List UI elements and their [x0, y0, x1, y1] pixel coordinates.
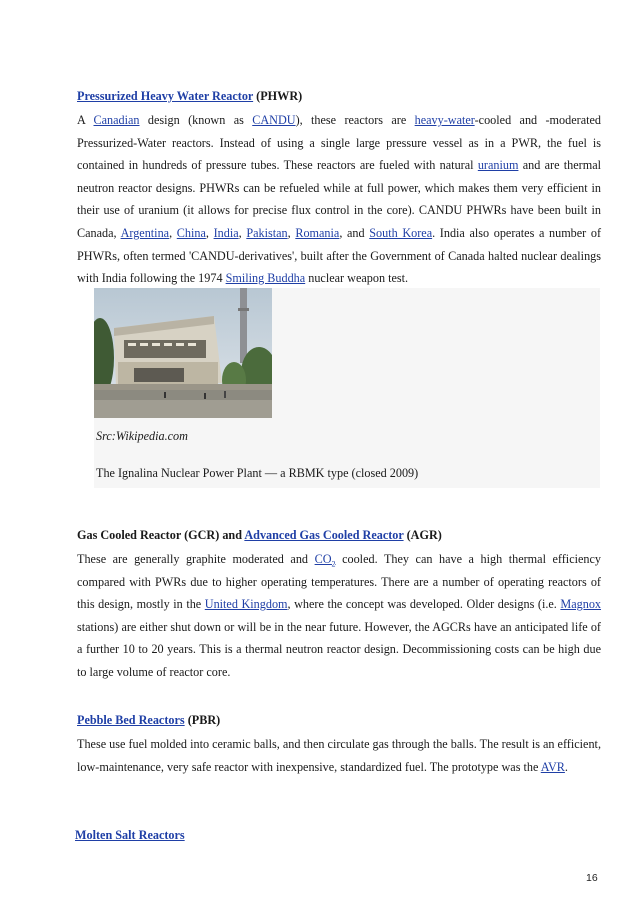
link-uranium[interactable]: uranium — [477, 158, 519, 173]
text: These are generally graphite moderated and — [77, 552, 315, 566]
paragraph-pbr — [77, 733, 601, 778]
text: , — [169, 225, 177, 240]
link-south-korea[interactable]: South Korea — [369, 225, 433, 240]
link-united-kingdom[interactable]: United Kingdom — [204, 597, 288, 612]
section-pbr — [77, 711, 601, 778]
text: , and — [339, 225, 370, 240]
link-romania[interactable]: Romania — [295, 225, 340, 240]
text: A — [77, 113, 94, 127]
link-molten-salt[interactable]: Molten Salt Reactors — [75, 828, 185, 842]
link-phwr[interactable]: Pressurized Heavy Water Reactor — [77, 89, 254, 103]
link-canadian[interactable]: Canadian — [93, 113, 140, 127]
link-co2[interactable] — [314, 552, 336, 569]
link-co2-text: CO — [314, 552, 332, 566]
heading-pbr-suffix: (PBR) — [184, 713, 221, 727]
section-gcr — [77, 526, 601, 684]
text: design (known as — [139, 113, 253, 127]
power-plant-photo — [94, 288, 272, 418]
heading-phwr — [77, 87, 601, 105]
link-avr[interactable]: AVR — [540, 759, 565, 774]
text: stations) are either shut down or will be in the near future. However, the AGCRs have an anticipated life of a further 10 to 20 years. This is a thermal neutron reactor design. Decommissioning costs can be high due to large volume of reactor core. — [77, 619, 601, 679]
heading-msr — [75, 826, 599, 844]
text: , — [287, 225, 296, 240]
link-agr[interactable]: Advanced Gas Cooled Reactor — [244, 528, 404, 542]
link-smiling-buddha[interactable]: Smiling Buddha — [225, 271, 306, 286]
text: -cooled and -moderated Pressurized-Water reactors. Instead of using a single large pressure vessel as in a PWR, the fuel is contained in hundreds of pressure tubes. These reactors are fueled with natural — [77, 113, 601, 173]
text: . India also operates a number of PHWRs, often termed 'CANDU-derivatives', built after the Government of Canada halted nuclear dealings with India following the 1974 — [77, 225, 602, 286]
paragraph-phwr — [77, 109, 601, 290]
link-argentina[interactable]: Argentina — [120, 225, 170, 240]
figure-source: Src:Wikipedia.com — [96, 429, 188, 443]
figure-caption: The Ignalina Nuclear Power Plant — a RBMK type (closed 2009) — [96, 466, 419, 480]
link-candu[interactable]: CANDU — [252, 113, 296, 127]
link-pakistan[interactable]: Pakistan — [246, 225, 288, 240]
heading-phwr-suffix: (PHWR) — [253, 89, 303, 103]
text: cooled. They can have a high thermal efficiency compared with PWRs due to higher operating temperatures. There are a number of operating reactors of this design, mostly in the — [77, 552, 601, 612]
power-plant-image — [94, 288, 272, 418]
section-phwr — [77, 87, 601, 290]
heading-gcr-prefix: Gas Cooled Reactor (GCR) and — [77, 528, 245, 542]
heading-pbr — [77, 711, 601, 729]
text: . — [564, 759, 568, 774]
text: and are thermal neutron reactor designs. PHWRs can be refueled while at full power, which makes them very efficient in their use of uranium (it allows for precise flux control in the core). CANDU PHWRs have been built in Canada, — [77, 158, 601, 240]
link-india[interactable]: India — [213, 225, 239, 240]
link-pebble-bed[interactable]: Pebble Bed Reactors — [77, 713, 185, 727]
heading-gcr — [77, 526, 601, 544]
text: , — [205, 225, 214, 240]
link-china[interactable]: China — [176, 225, 206, 240]
text: , where the concept was developed. Older designs (i.e. — [287, 597, 561, 612]
link-co2-subscript: 2 — [331, 559, 336, 569]
link-magnox[interactable]: Magnox — [560, 597, 602, 612]
heading-gcr-suffix: (AGR) — [403, 528, 442, 542]
text: ), these reactors are — [295, 113, 415, 127]
page-number: 16 — [586, 872, 598, 884]
text: , — [238, 225, 247, 240]
text: These use fuel molded into ceramic balls, and then circulate gas through the balls. The result is an efficient, low-maintenance, very safe reactor with inexpensive, standardized fuel. The prototype was the — [77, 737, 601, 774]
text: nuclear weapon test. — [305, 271, 409, 286]
paragraph-gcr — [77, 548, 601, 684]
section-msr — [75, 826, 599, 848]
link-heavy-water[interactable]: heavy-water — [414, 113, 475, 127]
figure — [94, 288, 600, 488]
